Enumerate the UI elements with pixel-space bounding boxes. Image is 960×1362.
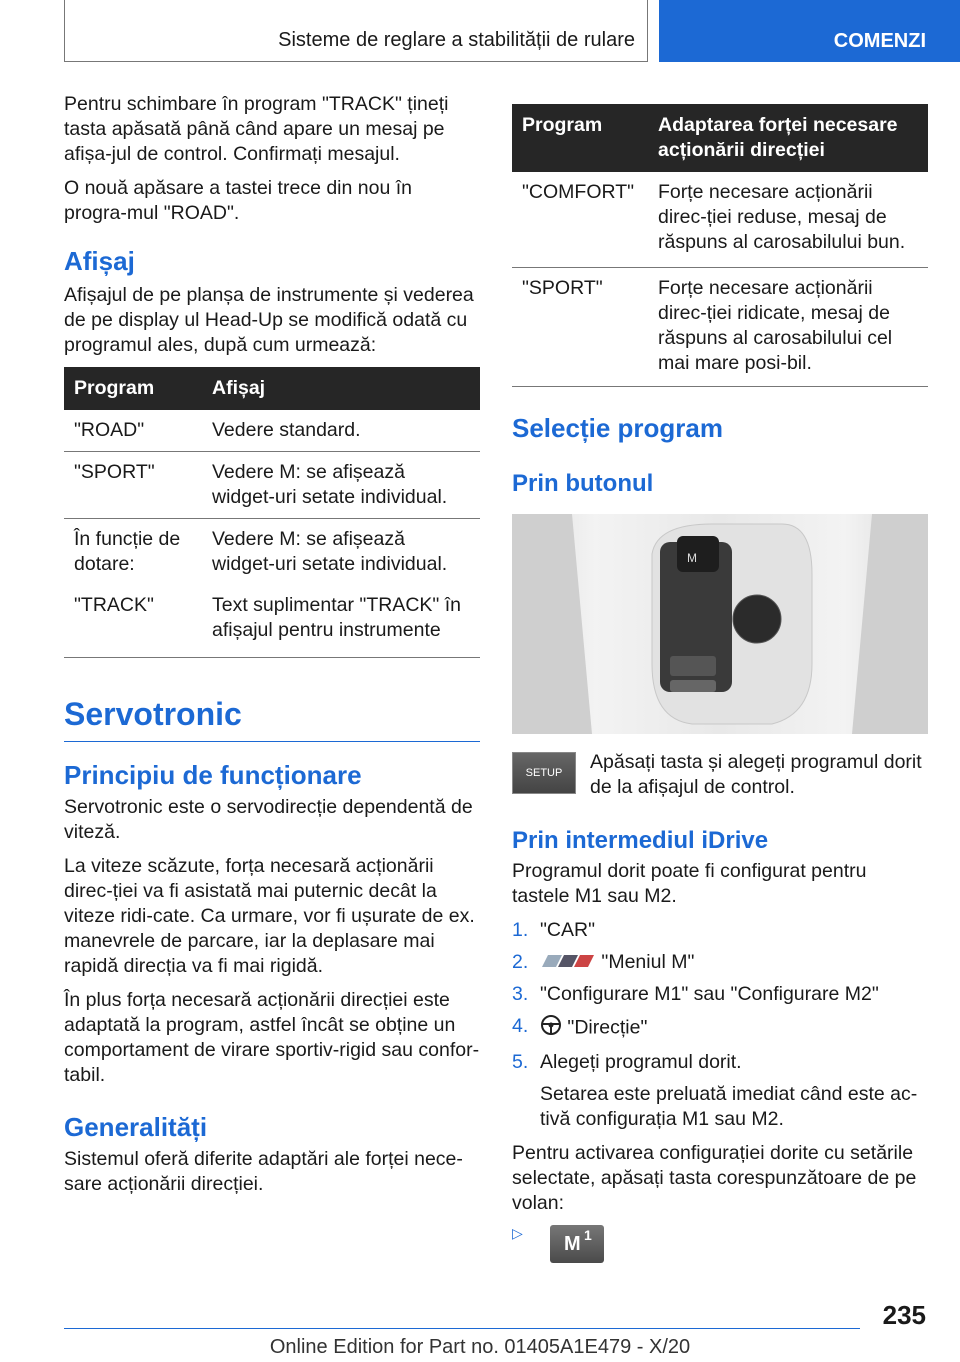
step-text: "Meniul M" bbox=[601, 951, 695, 973]
step-text: "CAR" bbox=[540, 919, 596, 941]
heading-generalitati: Generalități bbox=[64, 1112, 208, 1142]
left-column bbox=[64, 92, 480, 1206]
table-cell: Vedere M: se afișează widget-uri setate individual. bbox=[202, 452, 480, 519]
paragraph-step5-sub: Setarea este preluată imediat când este ac-tivă configurația M1 sau M2. bbox=[540, 1083, 918, 1131]
paragraph-setup: Apăsați tasta și alegeți programul dorit de la afișajul de control. bbox=[590, 751, 922, 798]
table-cell: Vedere standard. bbox=[202, 410, 480, 452]
table-row bbox=[64, 585, 480, 658]
heading-idrive: Prin intermediul iDrive bbox=[512, 827, 769, 854]
table-cell: "SPORT" bbox=[64, 452, 202, 519]
paragraph-afisaj: Afișajul de pe planșa de instrumente și vederea de pe display ul Head-Up se modifică odată cu programul ales, după cum urmează: bbox=[64, 284, 474, 356]
paragraph-generalitati: Sistemul oferă diferite adaptări ale forței nece-sare acționării direcției. bbox=[64, 1148, 463, 1195]
header-tab-comenzi[interactable]: COMENZI bbox=[659, 0, 960, 62]
setup-button-icon: SETUP bbox=[512, 752, 576, 794]
paragraph-principiu-3: În plus forța necesară acționării direcției este adaptată la program, astfel încât se obține un comportament de virare sportiv-rigid sau confor-tabil. bbox=[64, 989, 480, 1086]
step-number: 1. bbox=[512, 919, 529, 941]
table-row bbox=[512, 268, 928, 387]
step-text: "Configurare M1" sau "Configurare M2" bbox=[540, 983, 879, 1006]
paragraph-principiu-1: Servotronic este o servodirecție dependentă de viteză. bbox=[64, 796, 473, 843]
paragraph-idrive: Programul dorit poate fi configurat pentru tastele M1 sau M2. bbox=[512, 860, 867, 907]
console-illustration bbox=[512, 514, 928, 734]
display-table bbox=[64, 367, 480, 658]
table-cell: Forțe necesare acționării direc-ției reduse, mesaj de răspuns al carosabilului bun. bbox=[648, 172, 928, 268]
steering-wheel-icon bbox=[540, 1014, 562, 1043]
m1-letter: M bbox=[564, 1233, 581, 1256]
list-item bbox=[512, 1014, 928, 1043]
footer-edition: Online Edition for Part no. 01405A1E479 - X/20 bbox=[269, 1336, 691, 1358]
m1-button-icon bbox=[550, 1225, 604, 1263]
m1-row bbox=[512, 1225, 928, 1263]
heading-principiu: Principiu de funcționare bbox=[64, 760, 362, 790]
footer-divider bbox=[64, 1328, 860, 1329]
step-text: Alegeți programul dorit. bbox=[540, 1051, 742, 1074]
list-item bbox=[512, 1050, 928, 1075]
steps-list bbox=[512, 918, 928, 1075]
svg-text:M: M bbox=[687, 551, 697, 565]
center-console-photo bbox=[512, 514, 928, 734]
table-row bbox=[64, 452, 480, 519]
paragraph-track: Pentru schimbare în program "TRACK" țineți tasta apăsată până când apare un mesaj pe afișa-jul de control. Confirmați mesajul. bbox=[64, 93, 449, 165]
table-header: Program bbox=[64, 367, 202, 410]
steering-force-table bbox=[512, 104, 928, 387]
right-column bbox=[512, 104, 928, 1263]
heading-selectie: Selecție program bbox=[512, 413, 723, 443]
step-number: 3. bbox=[512, 983, 529, 1006]
heading-afisaj: Afișaj bbox=[64, 246, 135, 276]
step-number: 4. bbox=[512, 1015, 529, 1038]
list-item bbox=[512, 918, 928, 943]
table-cell: "COMFORT" bbox=[512, 172, 648, 268]
paragraph-principiu-2: La viteze scăzute, forța necesară acționării direc-ției va fi asistată mai puternic decât la viteze ridi-cate. Ca urmare, vor fi ușurate de ex. manevrele de parcare, iar la deplasare mai rapidă direcția va fi mai rigidă. bbox=[64, 855, 475, 977]
setup-row bbox=[512, 752, 928, 809]
table-cell: Forțe necesare acționării direc-ției ridicate, mesaj de răspuns al carosabilului cel mai mare posi-bil. bbox=[648, 268, 928, 387]
table-header: Afișaj bbox=[202, 367, 480, 410]
table-cell: "ROAD" bbox=[64, 410, 202, 452]
table-row bbox=[64, 410, 480, 452]
paragraph-activare: Pentru activarea configurației dorite cu setările selectate, apăsați tasta corespunzătoare de pe volan: bbox=[512, 1142, 917, 1215]
table-header: Adaptarea forței necesare acționării direcției bbox=[648, 104, 928, 172]
table-row bbox=[64, 519, 480, 586]
table-cell: "SPORT" bbox=[512, 268, 648, 387]
heading-prin-butonul: Prin butonul bbox=[512, 470, 654, 497]
table-cell: Vedere M: se afișează widget-uri setate individual. bbox=[212, 528, 448, 575]
step-number: 2. bbox=[512, 951, 529, 973]
page-number: 235 bbox=[882, 1300, 926, 1330]
header-section-title: Sisteme de reglare a stabilității de rulare bbox=[64, 0, 648, 62]
heading-servotronic: Servotronic bbox=[64, 696, 480, 742]
m-stripes-icon bbox=[540, 950, 596, 975]
table-cell: Text suplimentar "TRACK" în afișajul pentru instrumente bbox=[202, 585, 480, 658]
step-number: 5. bbox=[512, 1051, 529, 1074]
table-cell: În funcție de dotare: bbox=[74, 528, 181, 575]
table-row bbox=[512, 172, 928, 268]
m1-digit: 1 bbox=[584, 1227, 592, 1244]
table-cell: "TRACK" bbox=[64, 585, 202, 658]
paragraph-road: O nouă apăsare a tastei trece din nou în progra-mul "ROAD". bbox=[64, 177, 412, 224]
table-header: Program bbox=[512, 104, 648, 172]
list-item bbox=[512, 982, 928, 1007]
step-text: "Direcție" bbox=[567, 1017, 648, 1039]
bullet-icon: ▷ bbox=[512, 1225, 523, 1242]
list-item bbox=[512, 950, 928, 975]
